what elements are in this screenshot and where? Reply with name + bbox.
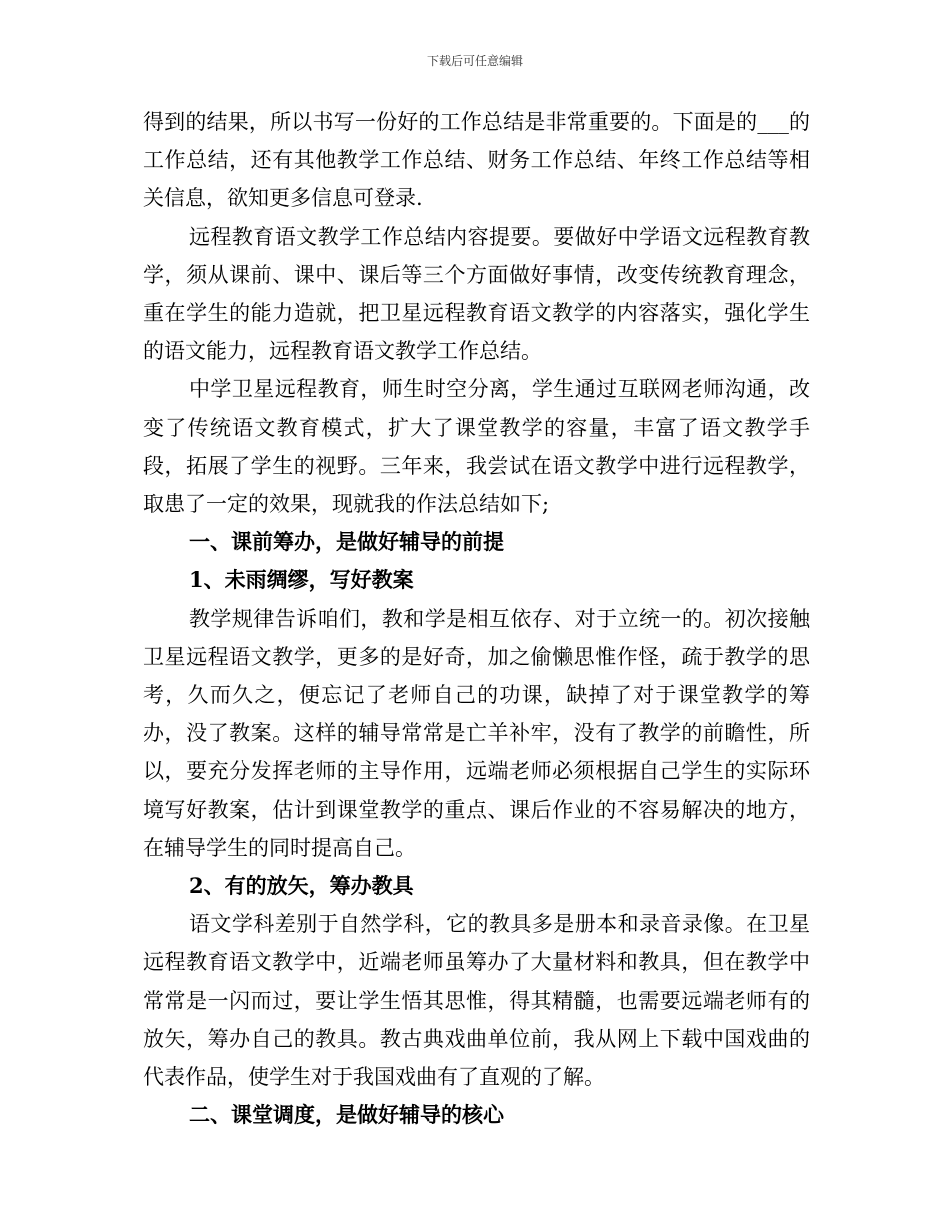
paragraph-teaching-aids: 语文学科差别于自然学科，它的教具多是册本和录音录像。在卫星远程教育语文教学中，近端老师虽筹办了大量材料和教具，但在教学中常常是一闪而过，要让学生悟其思惟，得其精髓，也需要远端老师有的放矢，筹办自己的教具。教古典戏曲单位前，我从网上下载中国戏曲的代表作品，使学生对于我国戏曲有了直观的了解。 — [143, 912, 810, 1090]
paragraph-lesson-plan: 教学规律告诉咱们，教和学是相互依存、对于立统一的。初次接触卫星远程语文教学，更多的是好奇，加之偷懒思惟作怪，疏于教学的思考，久而久之，便忘记了老师自己的功课，缺掉了对于课堂教学的筹办，没了教案。这样的辅导常常是亡羊补牢，没有了教学的前瞻性，所以，要充分发挥老师的主导作用，远端老师必须根据自己学生的实际环境写好教案，估计到课堂教学的重点、课后作业的不容易解决的地方，在辅导学生的同时提高自己。 — [143, 606, 810, 860]
paragraph-intro: 得到的结果，所以书写一份好的工作总结是非常重要的。下面是的___的工作总结，还有其他教学工作总结、财务工作总结、年终工作总结等相关信息，欲知更多信息可登录. — [143, 110, 810, 211]
section-heading-2: 二、课堂调度，是做好辅导的核心 — [189, 1102, 504, 1128]
paragraph-summary: 远程教育语文教学工作总结内容提要。要做好中学语文远程教育教学，须从课前、课中、课后等三个方面做好事情，改变传统教育理念，重在学生的能力造就，把卫星远程教育语文教学的内容落实，强化学生的语文能力，远程教育语文教学工作总结。 — [143, 224, 810, 364]
subsection-heading-1-2: 2、有的放矢，筹办教具 — [189, 873, 414, 899]
paragraph-background: 中学卫星远程教育，师生时空分离，学生通过互联网老师沟通，改变了传统语文教育模式，扩大了课堂教学的容量，丰富了语文教学手段，拓展了学生的视野。三年来，我尝试在语文教学中进行远程教学，取患了一定的效果，现就我的作法总结如下; — [143, 377, 810, 517]
document-body — [143, 103, 810, 1134]
subsection-heading-1-1: 1、未雨绸缪，写好教案 — [189, 567, 414, 593]
page-header: 下载后可任意编辑 — [426, 54, 523, 68]
section-heading-1: 一、课前筹办，是做好辅导的前提 — [189, 529, 504, 555]
